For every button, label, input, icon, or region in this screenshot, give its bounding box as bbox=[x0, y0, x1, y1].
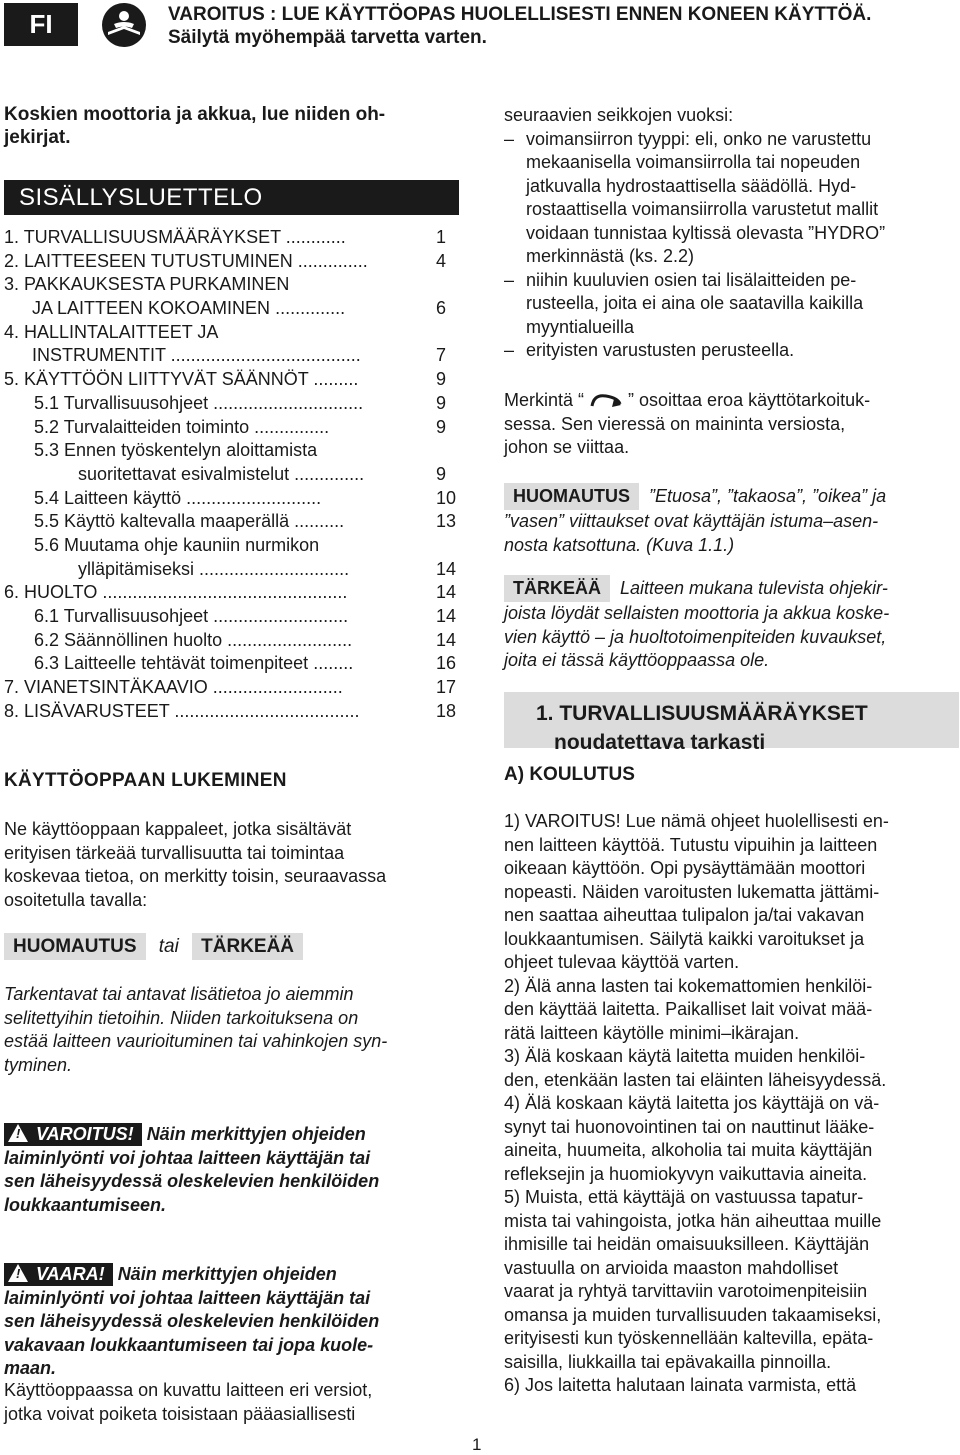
list-item: – niihin kuuluvien osien tai lisälaitteiden pe- rusteella, joita ei aina ole saatavilla kaikilla myyntialueilla bbox=[504, 269, 950, 340]
version-mark-icon bbox=[588, 392, 624, 410]
tarkeaa-label: TÄRKEÄÄ bbox=[192, 933, 303, 960]
section-subtitle: noudatettava tarkasti bbox=[554, 731, 766, 754]
label-examples bbox=[4, 933, 303, 960]
toc-row[interactable]: 5.6 Muutama ohje kauniin nurmikon bbox=[34, 534, 320, 555]
toc-row[interactable]: 6.3 Laitteelle tehtävät toimenpiteet ........ 16 bbox=[34, 653, 457, 674]
intro-line: jekirjat. bbox=[4, 127, 71, 148]
warning-triangle-icon: ! bbox=[8, 1124, 28, 1142]
read-manual-icon bbox=[94, 2, 154, 48]
huomautus-block: HUOMAUTUS ”Etuosa”, ”takaosa”, ”oikea” ja ”vasen” viittaukset ovat käyttäjän istuma–asen- nosta katsottuna. (Kuva 1.1.) bbox=[504, 483, 950, 557]
header-warning bbox=[168, 3, 958, 49]
toc-row[interactable]: 5.1 Turvallisuusohjeet .............................. 9 bbox=[34, 392, 447, 413]
toc-row[interactable]: 4. HALLINTALAITTEET JA bbox=[4, 321, 219, 342]
vaara-label: ! VAARA! bbox=[4, 1263, 113, 1286]
toc-row[interactable]: JA LAITTEEN KOKOAMINEN .............. 6 bbox=[32, 298, 447, 319]
toc-row[interactable]: 5.4 Laitteen käyttö ........................... 10 bbox=[34, 487, 457, 508]
toc-row[interactable]: ylläpitämiseksi .............................. 14 bbox=[78, 558, 457, 579]
section-title: 1. TURVALLISUUSMÄÄRÄYKSET bbox=[536, 702, 868, 725]
tarkeaa-block: TÄRKEÄÄ Laitteen mukana tulevista ohjekir- joista löydät sellaisten moottoria ja akkua koske- vien käyttö – ja huoltotoimenpiteiden kuvaukset, joita ei tässä käyttöoppaassa ole. bbox=[504, 575, 950, 673]
table-of-contents bbox=[4, 226, 459, 723]
varoitus-label: ! VAROITUS! bbox=[4, 1123, 142, 1146]
note-text: Tarkentavat tai antavat lisätietoa jo aiemmin selitettyihin tietoihin. Niiden tarkoituksena on estää laitteen vaurioituminen tai vahinkojen syn- tyminen. bbox=[4, 984, 388, 1075]
toc-row[interactable]: 5.3 Ennen työskentelyn aloittamista bbox=[34, 440, 318, 461]
toc-row[interactable]: 6.2 Säännöllinen huolto ......................... 14 bbox=[34, 629, 457, 650]
header-warning-line1: VAROITUS : LUE KÄYTTÖOPAS HUOLELLISESTI ENNEN KONEEN KÄYTTÖÄ. bbox=[168, 4, 872, 25]
toc-row[interactable]: 8. LISÄVARUSTEET ..................................... 18 bbox=[4, 700, 457, 721]
list-item: – erityisten varustusten perusteella. bbox=[504, 339, 950, 363]
toc-row[interactable]: 3. PAKKAUKSESTA PURKAMINEN bbox=[4, 274, 290, 295]
reading-heading: KÄYTTÖOPPAAN LUKEMINEN bbox=[4, 770, 287, 791]
rules-list: 1) VAROITUS! Lue nämä ohjeet huolellisesti en- nen laitteen käyttöä. Tutustu vipuihin ja laitteen oikeaan käyttöön. Opi pysäyttämään moottori nopeasti. Näiden varoitusten lukematta jättämi- nen saattaa aiheuttaa tulipalon ja/tai vakavan loukkaantumisen. Säilytä kaikki varoitukset ja ohjeet tulevaa käyttöä varten. 2) Älä anna lasten tai kokemattomien henkilöi- den käyttää laitetta. Paikalliset lait voivat mää- rätä laitteen käytölle minimi–ikärajan. 3) Älä koskaan käytä laitetta muiden henkilöi- den, etenkään lasten tai eläinten läheisyydessä. 4) Älä koskaan käytä laitetta jos käyttäjä on vä- synyt tai huonovointinen tai on nauttinut lääke- aineita, huumeita, alkoholia tai muita käyttäjän refleksejin ja huomiokyvyn vaikuttavia aineita. 5) Muista, että käyttäjä on vastuussa tapatur- mista tai vahingoista, jotka hän aiheuttaa muille ihmisille tai heidän omaisuuksilleen. Käyttäjän vastuulla on arvioida maaston mahdolliset vaarat ja ryhtyä tarvittaviin varotoimenpiteisiin omansa ja muiden turvallisuuden takaamiseksi, erityisesti kun työskennellään kaltevilla, epäta- saisilla, liukkailla tai epävakailla pinnoilla. 6) Jos laitetta halutaan lainata varmista, että bbox=[504, 811, 889, 1395]
or-word: tai bbox=[158, 936, 179, 957]
toc-row[interactable]: 6.1 Turvallisuusohjeet ........................... 14 bbox=[34, 606, 457, 626]
toc-row[interactable]: 2. LAITTEESEEN TUTUSTUMINEN .............. 4 bbox=[4, 250, 447, 271]
toc-row[interactable]: INSTRUMENTIT ...................................... 7 bbox=[32, 345, 447, 366]
toc-row[interactable]: 5.5 Käyttö kaltevalla maaperällä .......... 13 bbox=[34, 511, 457, 532]
huomautus-label: HUOMAUTUS bbox=[504, 483, 639, 510]
intro-line: Koskien moottoria ja akkua, lue niiden oh- bbox=[4, 104, 386, 125]
toc-row[interactable]: suoritettavat esivalmistelut .............. 9 bbox=[78, 463, 447, 484]
language-badge: FI bbox=[4, 3, 78, 46]
intro-note bbox=[4, 103, 459, 149]
toc-row[interactable]: 6. HUOLTO ................................................. 14 bbox=[4, 582, 457, 603]
versions-paragraph: seuraavien seikkojen vuoksi: – voimansiirron tyyppi: eli, onko ne varustettu mekaanisella voimansiirrolla tai nopeuden jatkuvalla hydrostaattisella säädöllä. Hyd- rostaattisella voimansiirrolla varustetut mallit voidaan tunnistaa kyltissä olevasta ”HYDRO” merkinnästä (ks. 2.2) – niihin kuuluvien osien tai lisälaitteiden pe- rusteella, joita ei aina ole saatavilla kaikilla myyntialueilla – erityisten varustusten perusteella. bbox=[504, 104, 950, 363]
toc-row[interactable]: 5. KÄYTTÖÖN LIITTYVÄT SÄÄNNÖT ......... 9 bbox=[4, 369, 447, 390]
varoitus-block: ! VAROITUS! Näin merkittyjen ohjeiden laiminlyönti voi johtaa laitteen käyttäjän tai sen läheisyydessä oleskelevien henkilöiden loukkaantumiseen. bbox=[4, 1124, 380, 1215]
header-warning-line2: Säilytä myöhempää tarvetta varten. bbox=[168, 27, 487, 48]
training-heading: A) KOULUTUS bbox=[504, 764, 635, 785]
marking-paragraph: Merkintä “ ” osoittaa eroa käyttötarkoituk- sessa. Sen vieressä on maininta versiosta, johon se viittaa. bbox=[504, 390, 871, 457]
toc-row[interactable]: 7. VIANETSINTÄKAAVIO .......................... 17 bbox=[4, 677, 457, 698]
section-heading bbox=[504, 692, 959, 754]
page-number: 1 bbox=[472, 1435, 482, 1454]
huomautus-label: HUOMAUTUS bbox=[4, 933, 146, 960]
toc-row[interactable]: 1. TURVALLISUUSMÄÄRÄYKSET ............ 1 bbox=[4, 227, 447, 247]
vaara-block: ! VAARA! Näin merkittyjen ohjeiden laiminlyönti voi johtaa laitteen käyttäjän tai sen läheisyydessä oleskelevien henkilöiden vakavaan loukkaantumiseen tai jopa kuole- maan. bbox=[4, 1264, 380, 1378]
warning-triangle-icon: ! bbox=[8, 1264, 28, 1282]
toc-title-bar bbox=[4, 180, 459, 215]
toc-title: SISÄLLYSLUETTELO bbox=[19, 184, 263, 211]
tarkeaa-label: TÄRKEÄÄ bbox=[504, 575, 610, 602]
reading-paragraph: Ne käyttöoppaan kappaleet, jotka sisältävät erityisen tärkeää turvallisuutta tai toimintaa koskevaa tietoa, on merkitty toisin, seuraavassa osoitetulla tavalla: bbox=[4, 819, 387, 910]
closing-paragraph: Käyttöoppaassa on kuvattu laitteen eri versiot, jotka voivat poiketa toisistaan pääasiallisesti bbox=[4, 1380, 373, 1424]
list-item: – voimansiirron tyyppi: eli, onko ne varustettu mekaanisella voimansiirrolla tai nopeuden jatkuvalla hydrostaattisella säädöllä. Hyd- rostaattisella voimansiirrolla varustetut mallit voidaan tunnistaa kyltissä olevasta ”HYDRO” merkinnästä (ks. 2.2) bbox=[504, 128, 950, 269]
toc-row[interactable]: 5.2 Turvalaitteiden toiminto ............... 9 bbox=[34, 416, 447, 437]
